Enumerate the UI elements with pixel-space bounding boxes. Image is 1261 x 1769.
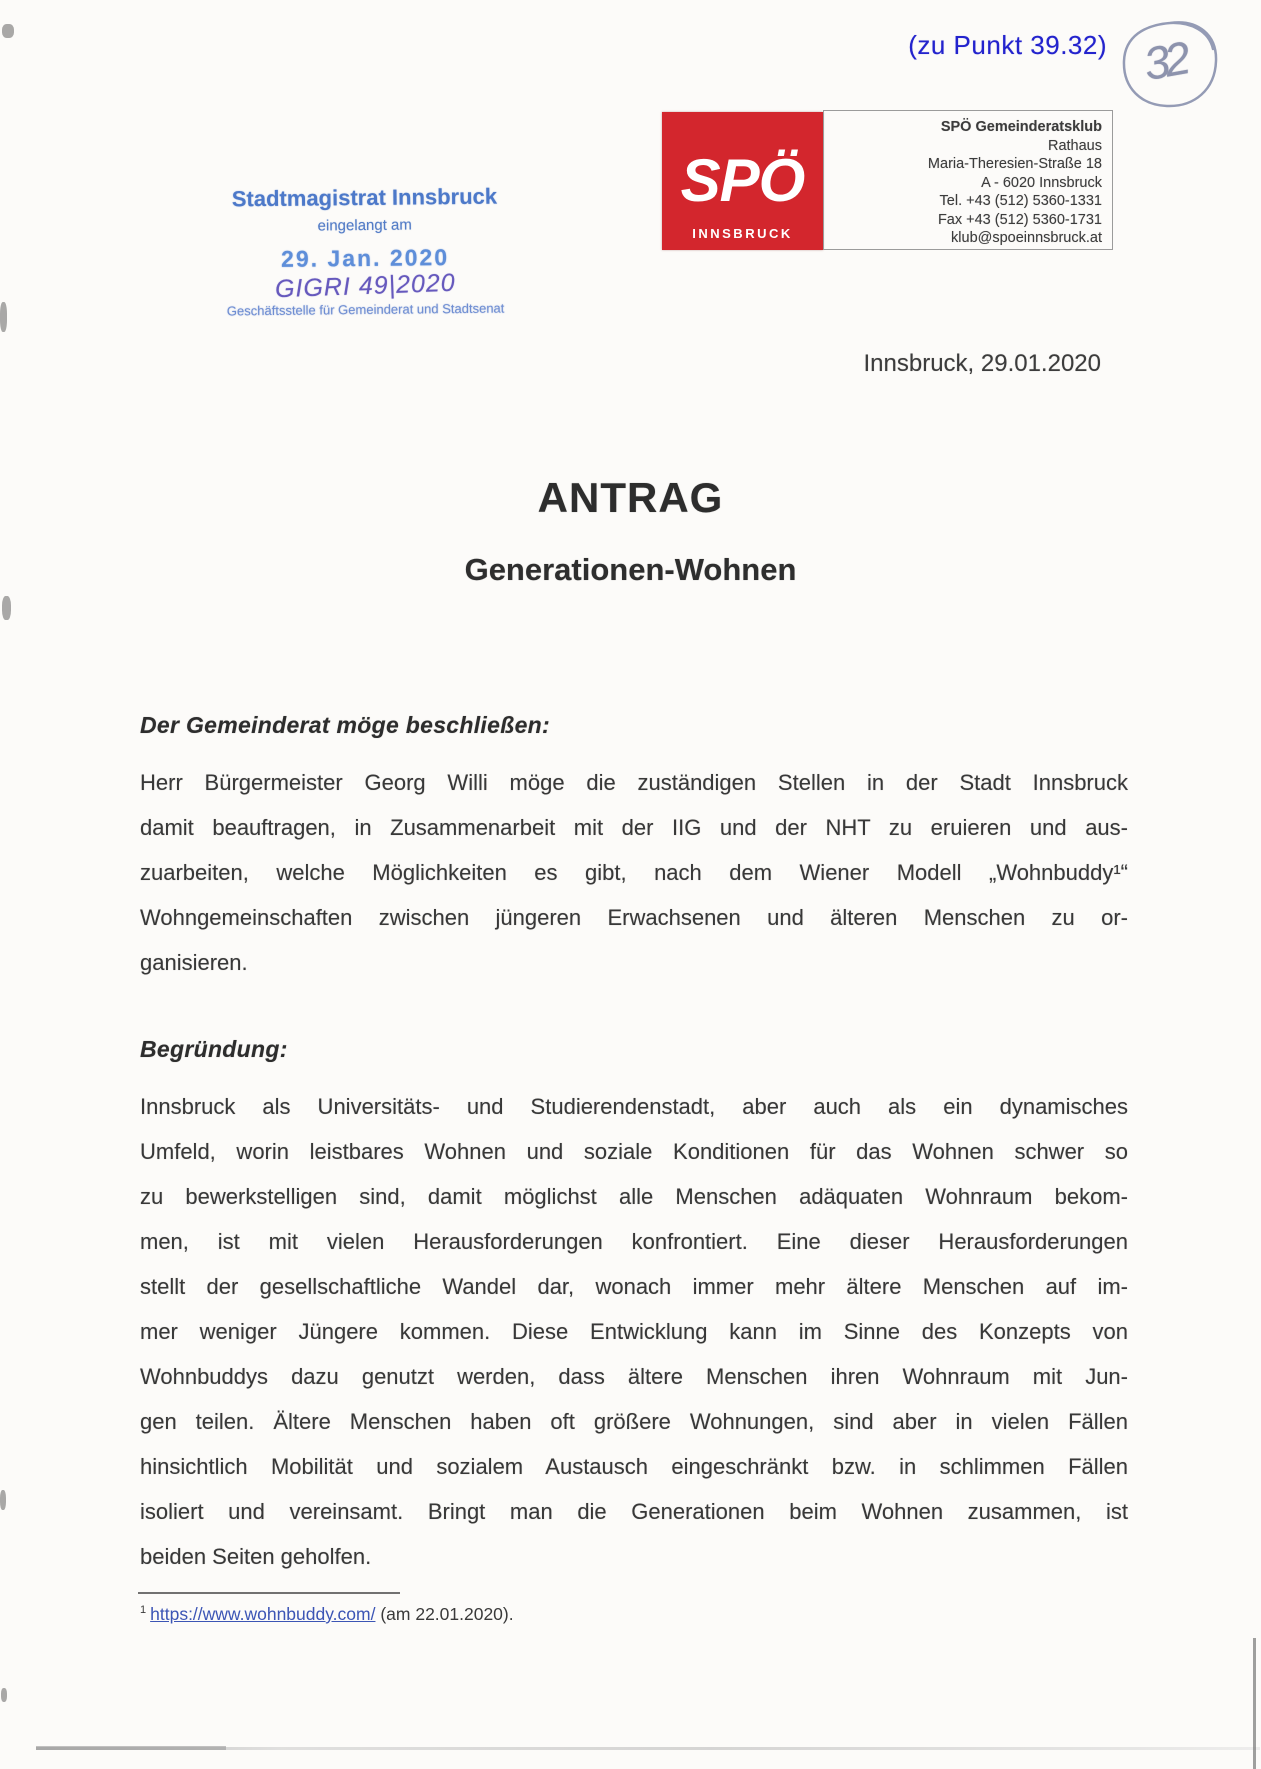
scan-artifact-right-edge xyxy=(1253,1638,1256,1769)
receipt-stamp xyxy=(184,183,545,319)
text-line: Innsbruck als Universitäts- und Studierendenstadt, aber auch als ein dynamisches xyxy=(140,1094,1128,1119)
scan-artifact xyxy=(0,1490,6,1510)
text-line: zuarbeiten, welche Möglichkeiten es gibt, nach dem Wiener Modell „Wohnbuddy¹“ xyxy=(140,860,1128,885)
justification-paragraph xyxy=(140,1084,1128,1579)
motion-paragraph xyxy=(140,760,1128,985)
spo-logo xyxy=(662,112,823,250)
address-fax: Fax +43 (512) 5360-1731 xyxy=(937,211,1102,228)
footnote-separator xyxy=(138,1592,400,1594)
handwritten-circled-number xyxy=(1118,16,1222,112)
agenda-point-annotation: (zu Punkt 39.32) xyxy=(908,30,1107,60)
scan-artifact xyxy=(2,596,11,620)
address-line: Rathaus xyxy=(1047,137,1102,154)
text-line: ganisieren. xyxy=(140,950,248,975)
address-phone: Tel. +43 (512) 5360-1331 xyxy=(939,193,1102,209)
text-line: isoliert und vereinsamt. Bringt man die Generationen beim Wohnen zusammen, ist xyxy=(140,1499,1128,1524)
stamp-office: Geschäftsstelle für Gemeinderat und Stadtsenat xyxy=(226,300,505,319)
text-line: Wohngemeinschaften zwischen jüngeren Erwachsenen und älteren Menschen zu or- xyxy=(140,905,1128,930)
text-line: gen teilen. Ältere Menschen haben oft größere Wohnungen, sind aber in vielen Fällen xyxy=(140,1409,1128,1434)
address-email: klub@spoeinnsbruck.at xyxy=(951,230,1102,246)
address-line: A - 6020 Innsbruck xyxy=(981,174,1102,191)
scan-artifact xyxy=(1,1688,7,1702)
letterhead-address-block xyxy=(823,110,1113,250)
text-line: stellt der gesellschaftliche Wandel dar, wonach immer mehr ältere Menschen auf im- xyxy=(140,1274,1128,1299)
document-subtitle: Generationen-Wohnen xyxy=(464,552,797,587)
scan-artifact-bottom-line-dark xyxy=(36,1746,226,1750)
motion-heading: Der Gemeinderat möge beschließen: xyxy=(140,712,550,738)
stamp-received-label: eingelangt am xyxy=(317,216,412,235)
address-line: Maria-Theresien-Straße 18 xyxy=(927,156,1102,172)
text-line: Umfeld, worin leistbares Wohnen und soziale Konditionen für das Wohnen schwer so xyxy=(140,1139,1128,1164)
document-title: ANTRAG xyxy=(537,474,724,521)
stamp-date: 29. Jan. 2020 xyxy=(280,244,450,272)
text-line: damit beauftragen, in Zusammenarbeit mit der IIG und der NHT zu eruieren und aus- xyxy=(140,815,1128,840)
footnote-suffix: (am 22.01.2020). xyxy=(375,1604,514,1624)
footnote-marker: 1 xyxy=(140,1604,147,1617)
text-line: Herr Bürgermeister Georg Willi möge die zuständigen Stellen in der Stadt Innsbruck xyxy=(140,770,1128,795)
justification-heading: Begründung: xyxy=(140,1036,288,1062)
stamp-handwritten-ref: GIGRI 49|2020 xyxy=(274,268,457,304)
spo-logo-city: INNSBRUCK xyxy=(692,226,793,241)
footnote-link[interactable]: https://www.wohnbuddy.com/ xyxy=(150,1604,376,1624)
text-line: beiden Seiten geholfen. xyxy=(140,1544,372,1569)
date-line: Innsbruck, 29.01.2020 xyxy=(863,350,1101,377)
address-club-name: SPÖ Gemeinderatsklub xyxy=(940,119,1102,135)
spo-logo-text: SPÖ xyxy=(680,147,805,214)
text-line: mer weniger Jüngere kommen. Diese Entwicklung kann im Sinne des Konzepts von xyxy=(140,1319,1128,1344)
text-line: hinsichtlich Mobilität und sozialem Austausch eingeschränkt bzw. in schlimmen Fällen xyxy=(140,1454,1128,1479)
circled-number-text: 32 xyxy=(1139,31,1190,91)
footnote xyxy=(140,1604,514,1625)
text-line: men, ist mit vielen Herausforderungen konfrontiert. Eine dieser Herausforderungen xyxy=(140,1229,1128,1254)
text-line: zu bewerkstelligen sind, damit möglichst alle Menschen adäquaten Wohnraum bekom- xyxy=(140,1184,1128,1209)
scan-artifact xyxy=(0,302,7,332)
stamp-authority: Stadtmagistrat Innsbruck xyxy=(231,183,498,212)
text-line: Wohnbuddys dazu genutzt werden, dass ältere Menschen ihren Wohnraum mit Jun- xyxy=(140,1364,1128,1389)
scan-artifact xyxy=(2,24,14,38)
